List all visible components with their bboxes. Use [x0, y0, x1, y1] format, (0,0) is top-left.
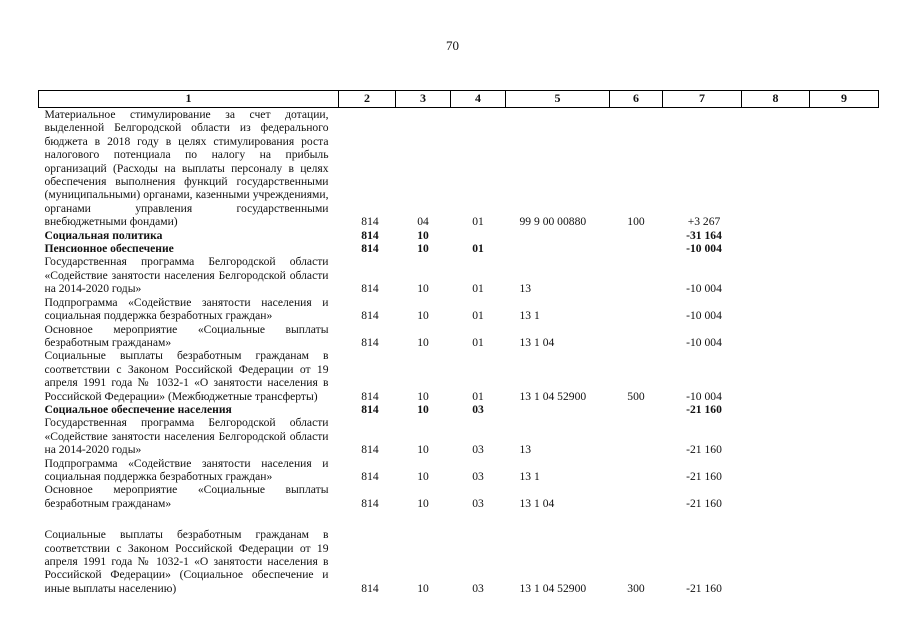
cell-col9	[810, 323, 879, 350]
cell-amount: -10 004	[686, 242, 722, 256]
cell-chapter-code: 814	[361, 443, 379, 457]
cell-subsection: 01	[472, 282, 484, 296]
cell-col9	[810, 483, 879, 510]
table-row	[39, 255, 879, 295]
row-description: Государственная программа Белгородской области «Содействие занятости населения Белгородской области на 2014-2020 годы»	[44, 255, 329, 296]
row-description: Социальные выплаты безработным гражданам в соответствии с Законом Российской Федерации от 19 апреля 1991 года № 1032-1 «О занятости населения в Российской Федерации» (Социальное обеспечение и иные выплаты населению)	[44, 528, 329, 595]
column-header: 9	[810, 91, 879, 108]
cell-subsection: 01	[472, 215, 484, 229]
cell-section: 04	[417, 215, 429, 229]
cell-amount: -31 164	[686, 228, 722, 242]
cell-amount: -10 004	[686, 282, 722, 296]
table-row	[39, 416, 879, 456]
cell-chapter-code: 814	[361, 228, 379, 242]
cell-col8	[742, 296, 810, 323]
cell-expense-type: 100	[627, 215, 645, 229]
row-description: Государственная программа Белгородской области «Содействие занятости населения Белгородской области на 2014-2020 годы»	[44, 416, 329, 457]
cell-target-article: 13 1	[519, 309, 540, 323]
cell-section: 10	[417, 242, 429, 256]
cell-amount: -10 004	[686, 309, 722, 323]
cell-col8	[742, 416, 810, 456]
cell-chapter-code: 814	[361, 402, 379, 416]
cell-chapter-code: 814	[361, 309, 379, 323]
cell-chapter-code: 814	[361, 242, 379, 256]
cell-col8	[742, 403, 810, 416]
cell-section: 10	[417, 581, 429, 595]
cell-amount: -10 004	[686, 335, 722, 349]
cell-amount: -10 004	[686, 389, 722, 403]
cell-subsection: 01	[472, 335, 484, 349]
cell-section: 10	[417, 443, 429, 457]
cell-subsection: 03	[472, 443, 484, 457]
cell-expense-type	[610, 457, 663, 484]
cell-col9	[810, 403, 879, 416]
cell-col8	[742, 323, 810, 350]
cell-expense-type	[610, 483, 663, 510]
cell-target-article	[506, 242, 610, 255]
table-row	[39, 242, 879, 255]
cell-chapter-code: 814	[361, 389, 379, 403]
row-description: Материальное стимулирование за счет дотации, выделенной Белгородской области из федерального бюджета в 2018 году в целях стимулирования роста налогового потенциала по налогу на прибыль организаций (Расходы на выплаты персоналу в целях обеспечения выполнения функций государственными (муниципальными) органами, казенными учреждениями, органами управления государственными внебюджетными фондами)	[44, 108, 329, 229]
cell-subsection: 03	[472, 469, 484, 483]
cell-section: 10	[417, 335, 429, 349]
cell-target-article: 13 1 04 52900	[519, 389, 587, 403]
cell-amount: -21 160	[686, 581, 722, 595]
cell-target-article: 13 1	[519, 469, 540, 483]
row-description: Подпрограмма «Содействие занятости населения и социальная поддержка безработных граждан»	[44, 295, 329, 323]
row-description: Основное мероприятие «Социальные выплаты безработным гражданам»	[44, 483, 329, 510]
table-header	[39, 91, 879, 108]
cell-section: 10	[417, 402, 429, 416]
column-header: 1	[39, 91, 339, 108]
cell-expense-type	[610, 403, 663, 416]
cell-expense-type	[610, 323, 663, 350]
cell-target-article: 13 1 04 52900	[519, 581, 587, 595]
cell-target-article: 99 9 00 00880	[519, 215, 587, 229]
cell-subsection	[451, 229, 506, 242]
cell-col8	[742, 242, 810, 255]
cell-section: 10	[417, 469, 429, 483]
cell-section: 10	[417, 228, 429, 242]
cell-col9	[810, 457, 879, 484]
table-row	[39, 403, 879, 416]
table-row	[39, 457, 879, 484]
cell-section: 10	[417, 282, 429, 296]
cell-col8	[742, 255, 810, 295]
cell-amount: -21 160	[686, 402, 722, 416]
table-row	[39, 108, 879, 229]
cell-col8	[742, 483, 810, 510]
row-description: Социальная политика	[44, 228, 163, 242]
cell-subsection: 03	[472, 496, 484, 510]
column-header: 8	[742, 91, 810, 108]
cell-amount: -21 160	[686, 443, 722, 457]
cell-expense-type: 500	[627, 389, 645, 403]
cell-section: 10	[417, 389, 429, 403]
cell-amount: +3 267	[687, 215, 721, 229]
cell-target-article: 13	[519, 443, 532, 457]
cell-expense-type	[610, 296, 663, 323]
table-row	[39, 349, 879, 403]
cell-expense-type	[610, 229, 663, 242]
cell-col9	[810, 510, 879, 595]
table-row	[39, 483, 879, 510]
cell-col9	[810, 242, 879, 255]
cell-expense-type: 300	[627, 581, 645, 595]
table-row	[39, 510, 879, 595]
table-row	[39, 296, 879, 323]
cell-subsection: 03	[472, 581, 484, 595]
cell-expense-type	[610, 416, 663, 456]
cell-expense-type	[610, 255, 663, 295]
cell-subsection: 03	[472, 402, 484, 416]
cell-col8	[742, 510, 810, 595]
cell-amount: -21 160	[686, 496, 722, 510]
column-header: 7	[663, 91, 742, 108]
cell-col8	[742, 229, 810, 242]
cell-target-article: 13 1 04	[519, 335, 555, 349]
cell-target-article: 13 1 04	[519, 496, 555, 510]
cell-col9	[810, 416, 879, 456]
column-header: 5	[506, 91, 610, 108]
column-header: 6	[610, 91, 663, 108]
row-description: Социальное обеспечение населения	[44, 402, 232, 416]
cell-subsection: 01	[472, 389, 484, 403]
row-description: Социальные выплаты безработным гражданам в соответствии с Законом Российской Федерации от 19 апреля 1991 года № 1032-1 «О занятости населения в Российской Федерации» (Межбюджетные трансферты)	[44, 349, 329, 403]
row-description: Пенсионное обеспечение	[44, 242, 174, 256]
cell-col9	[810, 229, 879, 242]
cell-chapter-code: 814	[361, 496, 379, 510]
header-row	[39, 91, 879, 108]
cell-expense-type	[610, 242, 663, 255]
cell-col9	[810, 108, 879, 229]
table-row	[39, 229, 879, 242]
budget-table	[38, 90, 879, 595]
column-header: 2	[339, 91, 396, 108]
cell-chapter-code: 814	[361, 469, 379, 483]
cell-section: 10	[417, 496, 429, 510]
table-body	[39, 108, 879, 596]
page-number: 70	[446, 38, 459, 53]
cell-col9	[810, 296, 879, 323]
cell-chapter-code: 814	[361, 282, 379, 296]
table-row	[39, 323, 879, 350]
column-header: 4	[451, 91, 506, 108]
cell-chapter-code: 814	[361, 335, 379, 349]
cell-col8	[742, 457, 810, 484]
cell-col9	[810, 349, 879, 403]
cell-chapter-code: 814	[361, 215, 379, 229]
cell-section: 10	[417, 309, 429, 323]
cell-col8	[742, 349, 810, 403]
cell-subsection: 01	[472, 309, 484, 323]
cell-col8	[742, 108, 810, 229]
cell-target-article	[506, 403, 610, 416]
row-description: Подпрограмма «Содействие занятости населения и социальная поддержка безработных граждан»	[44, 456, 329, 483]
cell-subsection: 01	[472, 242, 484, 256]
column-header: 3	[396, 91, 451, 108]
cell-chapter-code: 814	[361, 581, 379, 595]
cell-target-article	[506, 229, 610, 242]
cell-target-article: 13	[519, 282, 532, 296]
row-description: Основное мероприятие «Социальные выплаты безработным гражданам»	[44, 322, 329, 349]
cell-amount: -21 160	[686, 469, 722, 483]
cell-col9	[810, 255, 879, 295]
